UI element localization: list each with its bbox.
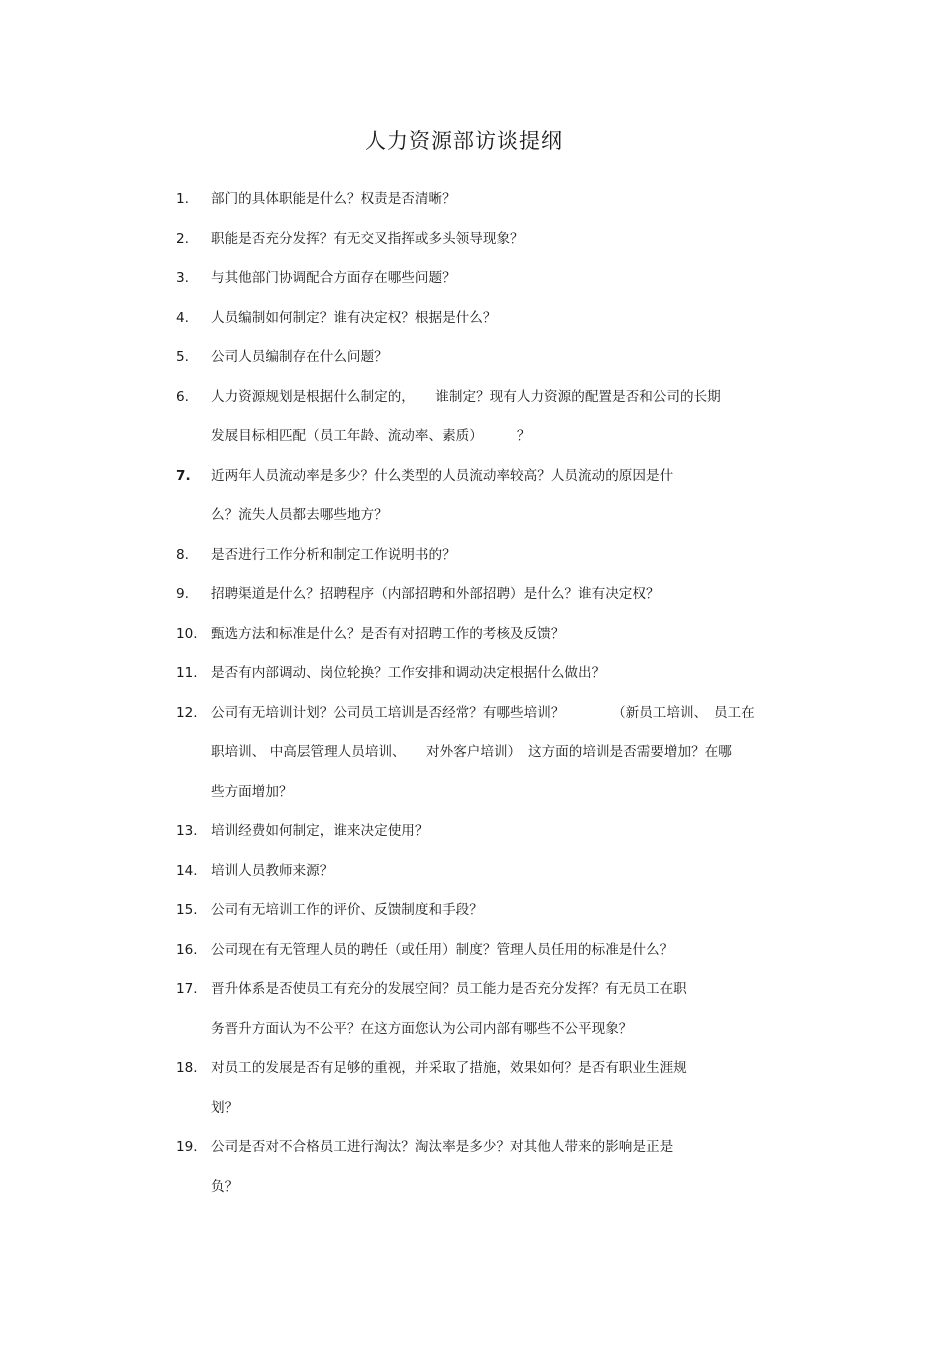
question-text: 部门的具体职能是什么？权责是否清晰？	[211, 191, 456, 207]
question-number: 12.	[176, 704, 198, 721]
question-item	[176, 338, 816, 378]
question-item	[176, 220, 816, 260]
question-text-continued: 务晋升方面认为不公平？在这方面您认为公司内部有哪些不公平现象？	[211, 1020, 633, 1037]
question-item	[176, 931, 816, 971]
question-text: 是否有内部调动、岗位轮换？工作安排和调动决定根据什么做出？	[211, 665, 606, 681]
question-item	[176, 812, 816, 852]
question-item	[176, 575, 816, 615]
question-text-continued: 发展目标相匹配（员工年龄、流动率、素质） ？	[211, 428, 531, 444]
question-number: 11.	[176, 665, 198, 681]
question-text: 晋升体系是否使员工有充分的发展空间？员工能力是否充分发挥？有无员工在职	[211, 981, 687, 997]
question-item	[176, 299, 816, 339]
question-number: 3.	[176, 270, 189, 286]
interview-question-list	[176, 180, 816, 1207]
question-number: 4.	[176, 309, 189, 326]
question-text: 招聘渠道是什么？招聘程序（内部招聘和外部招聘）是什么？谁有决定权？	[211, 586, 660, 602]
question-number: 16.	[176, 941, 198, 958]
question-item	[176, 259, 816, 299]
question-number: 2.	[176, 230, 189, 247]
question-text: 甄选方法和标准是什么？是否有对招聘工作的考核及反馈？	[211, 625, 565, 642]
question-text: 公司有无培训计划？公司员工培训是否经常？有哪些培训？ （新员工培训、 员工在	[211, 704, 755, 721]
question-text: 公司有无培训工作的评价、反馈制度和手段？	[211, 902, 483, 918]
question-text-continued: 么？流失人员都去哪些地方？	[211, 507, 388, 523]
question-text: 培训经费如何制定，谁来决定使用？	[211, 823, 429, 839]
question-number: 19.	[176, 1139, 198, 1155]
question-text: 公司是否对不合格员工进行淘汰？淘汰率是多少？对其他人带来的影响是正是	[211, 1139, 674, 1155]
question-item	[176, 1049, 816, 1128]
question-text-continued: 些方面增加？	[211, 783, 293, 800]
question-text: 公司现在有无管理人员的聘任（或任用）制度？管理人员任用的标准是什么？	[211, 941, 674, 958]
question-item	[176, 654, 816, 694]
question-text: 近两年人员流动率是多少？什么类型的人员流动率较高？人员流动的原因是什	[211, 467, 674, 484]
question-number: 1.	[176, 191, 189, 207]
question-text-continued: 划？	[211, 1099, 239, 1116]
question-item	[176, 970, 816, 1049]
question-number: 5.	[176, 349, 189, 365]
question-number: 18.	[176, 1060, 198, 1076]
document-title: 人力资源部访谈提纲	[365, 129, 563, 153]
question-text-continued: 负？	[211, 1178, 239, 1195]
question-text-continued: 职培训、 中高层管理人员培训、 对外客户培训） 这方面的培训是否需要增加？在哪	[211, 744, 732, 760]
question-item	[176, 852, 816, 892]
question-text: 是否进行工作分析和制定工作说明书的？	[211, 546, 456, 563]
question-text: 与其他部门协调配合方面存在哪些问题？	[211, 270, 456, 286]
question-number: 10.	[176, 625, 198, 642]
question-item	[176, 615, 816, 655]
question-number: 13.	[176, 823, 198, 839]
question-text: 人力资源规划是根据什么制定的， 谁制定？现有人力资源的配置是否和公司的长期	[211, 388, 721, 405]
question-number: 6.	[176, 388, 189, 405]
question-item	[176, 536, 816, 576]
question-number: 9.	[176, 586, 189, 602]
question-item	[176, 180, 816, 220]
question-item	[176, 378, 816, 457]
question-number: 17.	[176, 981, 198, 997]
question-text: 人员编制如何制定？谁有决定权？根据是什么？	[211, 309, 497, 326]
question-item	[176, 1128, 816, 1207]
question-text: 培训人员教师来源？	[211, 862, 334, 879]
question-number: 15.	[176, 902, 198, 918]
question-text: 对员工的发展是否有足够的重视，并采取了措施，效果如何？是否有职业生涯规	[211, 1060, 687, 1076]
question-number: 7.	[176, 467, 191, 484]
question-number: 14.	[176, 862, 198, 879]
question-item	[176, 694, 816, 813]
question-number: 8.	[176, 546, 189, 563]
question-item	[176, 891, 816, 931]
question-item	[176, 457, 816, 536]
question-text: 公司人员编制存在什么问题？	[211, 349, 388, 365]
question-text: 职能是否充分发挥？有无交叉指挥或多头领导现象？	[211, 230, 524, 247]
